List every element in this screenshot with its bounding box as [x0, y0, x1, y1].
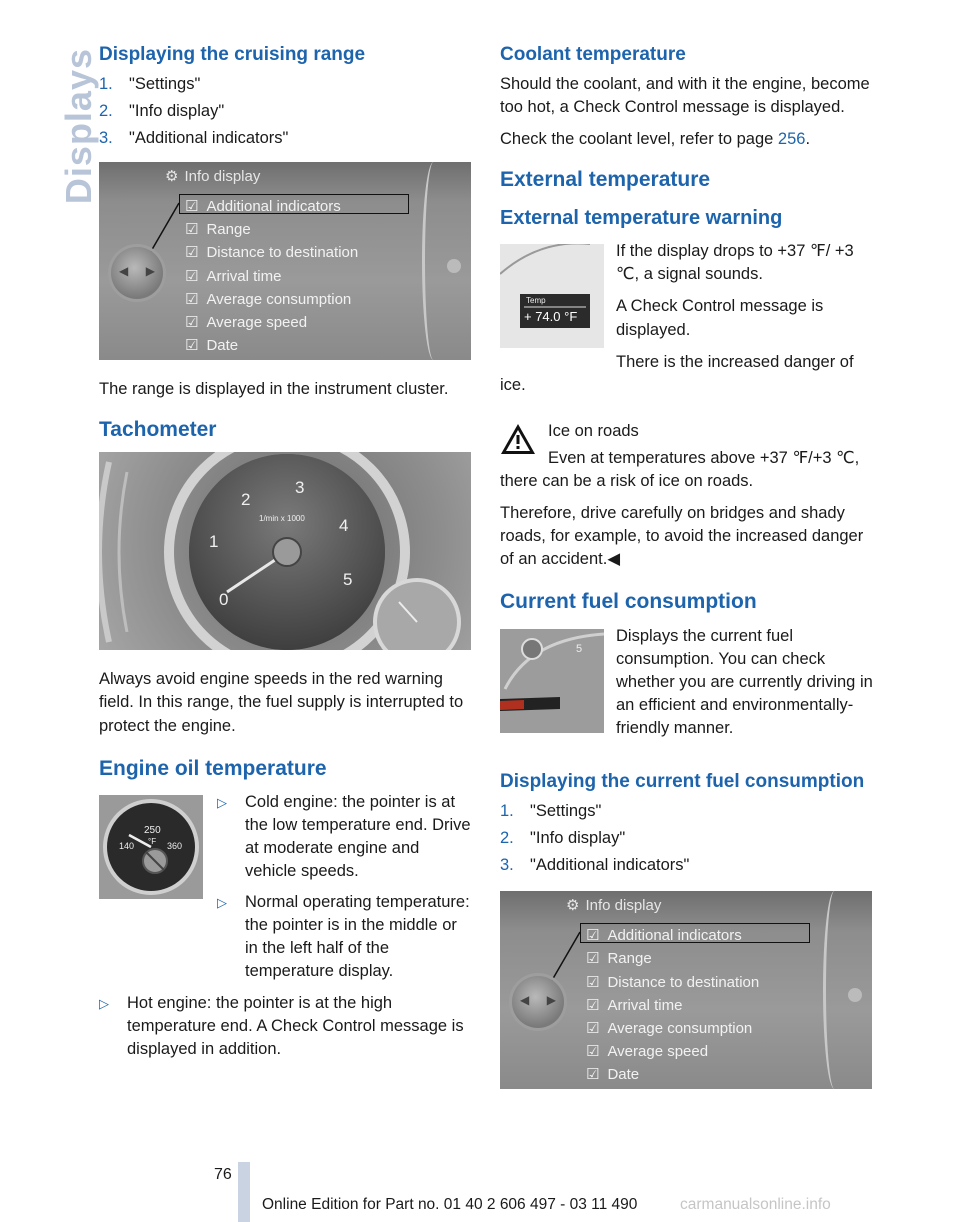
list-item: [185, 288, 358, 311]
step-number: 3.: [500, 856, 514, 875]
tachometer-text: Always avoid engine speeds in the red warning field. In this range, the fuel supply is interrupted to protect the engine.: [99, 670, 464, 735]
list-item: [500, 827, 874, 850]
controller-knob: ◀ ▶: [111, 247, 163, 299]
external-temp-drawing: [500, 244, 604, 348]
list-item: [586, 971, 759, 994]
menu-label: Average speed: [206, 314, 308, 332]
step-text: "Additional indicators": [129, 128, 289, 147]
tick-label: 360: [167, 840, 183, 851]
list-item: [586, 924, 759, 947]
check-icon: ☑: [586, 1043, 600, 1061]
triangle-icon: ▷: [217, 794, 227, 810]
oil-heading: Engine oil temperature: [99, 756, 327, 780]
coolant-text: Should the coolant, and with it the engine, become too hot, a Check Control message is displayed.: [500, 74, 870, 116]
step-number: 3.: [99, 128, 113, 147]
left-column: [99, 44, 473, 1069]
step-text: "Info display": [530, 828, 626, 847]
list-item: [500, 854, 874, 877]
bezel-button: [447, 259, 461, 273]
info-display-figure: [99, 162, 471, 360]
menu-label: Arrival time: [607, 996, 683, 1014]
triangle-icon: ▷: [217, 895, 227, 911]
check-icon: ☑: [586, 927, 600, 945]
tachometer-heading: Tachometer: [99, 418, 217, 442]
list-item: [217, 791, 473, 883]
step-number: 2.: [500, 828, 514, 847]
figure-header: [566, 896, 661, 914]
list-item: [185, 195, 358, 218]
list-item: [99, 100, 473, 123]
check-icon: ☑: [586, 973, 600, 991]
oil-gauge-drawing: [99, 795, 203, 899]
menu-label: Average speed: [607, 1043, 709, 1061]
gear-icon: ⚙: [566, 897, 580, 915]
refer-end: .: [805, 129, 811, 148]
check-icon: ☑: [586, 1066, 600, 1084]
controller-knob: ◀ ▶: [512, 976, 564, 1028]
figure-header-label: Info display: [585, 897, 662, 915]
external-heading: External temperature: [500, 168, 711, 192]
coolant-heading: Coolant temperature: [500, 44, 686, 65]
page-link[interactable]: 256: [777, 129, 806, 148]
check-icon: ☑: [185, 290, 199, 308]
check-icon: ☑: [586, 996, 600, 1014]
list-item: [586, 1040, 759, 1063]
menu-label: Additional indicators: [607, 927, 742, 945]
list-item: [185, 334, 358, 357]
list-item: [586, 1063, 759, 1086]
ice-warning: [500, 420, 874, 572]
list-item: [586, 994, 759, 1017]
step-text: "Settings": [530, 801, 602, 820]
tick-label: 1: [209, 532, 219, 552]
display-fuel-steps: [500, 800, 874, 877]
footer-text: Online Edition for Part no. 01 40 2 606 497 - 03 11 490: [262, 1196, 638, 1213]
tick-label: 0: [219, 590, 229, 610]
warning-triangle-icon: [500, 422, 536, 456]
step-number: 2.: [99, 101, 113, 120]
tick-label: 250: [144, 824, 161, 836]
list-item: [217, 891, 473, 983]
coolant-refer: [500, 128, 874, 151]
step-number: 1.: [99, 74, 113, 93]
step-number: 1.: [500, 801, 514, 820]
tachometer-drawing: [99, 452, 471, 650]
menu-label: Range: [206, 221, 251, 239]
menu-label: Date: [607, 1066, 640, 1084]
page-number: 76: [214, 1166, 232, 1183]
external-p3: There is the increased danger of ice.: [500, 352, 854, 394]
menu-label: Distance to destination: [206, 244, 359, 262]
tachometer-unit: 1/min x 1000: [259, 514, 305, 524]
oil-bullets-hot: [99, 992, 473, 1061]
check-icon: ☑: [185, 314, 199, 332]
figure-header-label: Info display: [184, 168, 261, 186]
tick-label: 3: [295, 478, 305, 498]
ice-p1: Even at temperatures above +37 ℉/+3 ℃, there can be a risk of ice on roads.: [500, 448, 860, 491]
watermark: carmanualsonline.info: [680, 1196, 831, 1213]
side-tab: [0, 20, 99, 280]
ice-p2: Therefore, drive carefully on bridges and shady roads, for example, to avoid the increased danger of an accident.◀: [500, 504, 864, 569]
display-fuel-heading: Displaying the current fuel consumption: [500, 771, 865, 793]
bullet-text: Cold engine: the pointer is at the low temperature end. Drive at moderate engine and vehicle speeds.: [245, 792, 471, 881]
step-text: "Info display": [129, 101, 225, 120]
menu-label: Additional indicators: [206, 198, 341, 216]
tick-label: 140: [119, 840, 135, 851]
bezel-arc: [422, 162, 445, 360]
fuel-gauge-drawing: [500, 629, 604, 733]
list-item: [185, 265, 358, 288]
ice-title: Ice on roads: [548, 421, 639, 440]
bezel-arc: [823, 891, 846, 1089]
list-item: [500, 800, 874, 823]
check-icon: ☑: [185, 244, 199, 262]
tick-label: 4: [339, 516, 349, 536]
check-icon: ☑: [586, 1019, 600, 1037]
fuel-heading: Current fuel consumption: [500, 590, 757, 614]
external-warning-heading: External temperature warning: [500, 207, 783, 230]
check-icon: ☑: [185, 267, 199, 285]
menu-label: Average consumption: [607, 1019, 753, 1037]
cruising-after-text: The range is displayed in the instrument cluster.: [99, 380, 449, 399]
footer-bar: [238, 1162, 250, 1222]
menu-label: Average consumption: [206, 290, 352, 308]
temp-value: + 74.0 °F: [524, 309, 578, 325]
check-icon: ☑: [185, 337, 199, 355]
list-item: [99, 992, 473, 1061]
tick-label: °F: [148, 836, 157, 846]
temp-label: Temp: [526, 296, 546, 306]
menu-label: Range: [607, 950, 652, 968]
check-icon: ☑: [185, 198, 199, 216]
cruising-steps: [99, 73, 473, 150]
cruising-heading: Displaying the cruising range: [99, 44, 366, 65]
side-tab-label: Displays: [58, 48, 99, 205]
gear-icon: ⚙: [165, 168, 179, 186]
menu-items: [586, 924, 759, 1086]
check-icon: ☑: [185, 221, 199, 239]
list-item: [185, 218, 358, 241]
right-column: [500, 44, 874, 1107]
menu-label: Distance to destination: [607, 973, 760, 991]
tick-label: 2: [241, 490, 251, 510]
tick-label: 5: [576, 642, 583, 655]
fuel-text: Displays the current fuel consumption. You can check whether you are currently driving in an efficient and environmentally-friendly manner.: [616, 626, 873, 737]
fuel-figure: [500, 629, 604, 733]
oil-gauge-figure: [99, 795, 203, 899]
list-item: [185, 311, 358, 334]
bullet-text: Normal operating temperature: the pointer is in the middle or in the left half of the temperature display.: [245, 893, 470, 981]
menu-items: [185, 195, 358, 357]
check-icon: ☑: [586, 950, 600, 968]
external-p2: A Check Control message is displayed.: [616, 297, 824, 339]
figure-header: [165, 167, 260, 185]
list-item: [99, 127, 473, 150]
list-item: [185, 241, 358, 264]
tick-label: 5: [343, 570, 353, 590]
external-temp-figure: [500, 244, 604, 348]
step-text: "Additional indicators": [530, 856, 690, 875]
step-text: "Settings": [129, 74, 201, 93]
tachometer-figure: [99, 452, 471, 650]
refer-text: Check the coolant level, refer to page: [500, 129, 778, 148]
info-display-figure-2: [500, 891, 872, 1089]
triangle-icon: ▷: [99, 995, 109, 1011]
external-p1: If the display drops to +37 ℉/ +3 ℃, a signal sounds.: [616, 242, 854, 284]
list-item: [99, 73, 473, 96]
list-item: [586, 947, 759, 970]
menu-label: Date: [206, 337, 239, 355]
menu-label: Arrival time: [206, 267, 282, 285]
list-item: [586, 1017, 759, 1040]
bullet-text: Hot engine: the pointer is at the high temperature end. A Check Control message is displayed in addition.: [127, 993, 464, 1058]
